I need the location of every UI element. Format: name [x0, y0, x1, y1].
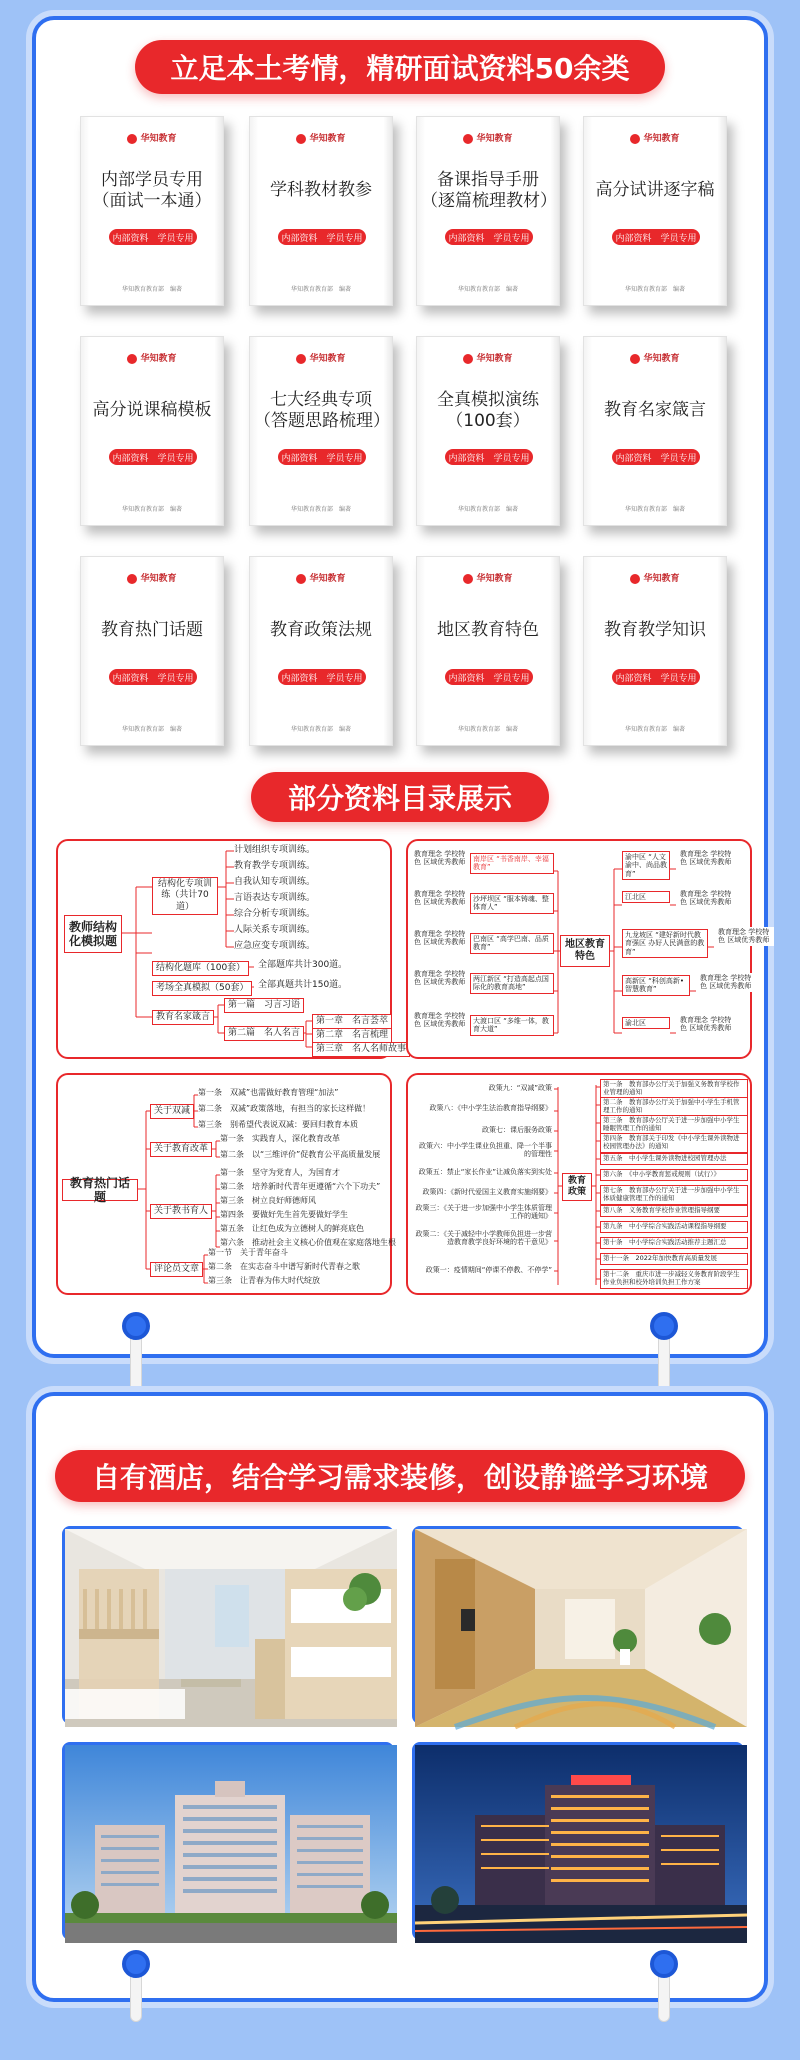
topic-item: 第三条 别希望代表说双减：要回归教育本质	[198, 1120, 358, 1129]
topic-branch: 关于教书育人	[150, 1204, 212, 1219]
book-cover	[249, 116, 393, 306]
book-cover	[80, 116, 224, 306]
photo-hotel-hallway	[412, 1526, 744, 1724]
mindmap-branch: 第二篇 名人名言	[224, 1026, 304, 1041]
book-cover	[416, 556, 560, 746]
brand-logo	[584, 571, 726, 584]
book-title-line1: 高分说课稿模板	[92, 400, 212, 421]
internal-badge: 内部资料 学员专用	[612, 449, 700, 465]
logo-icon	[630, 574, 640, 584]
mindmap-leaf: 应急应变专项训练。	[234, 941, 316, 951]
logo-icon	[296, 574, 306, 584]
book-cover	[249, 336, 393, 526]
book-publisher: 华知教育教育部 编著	[624, 506, 685, 513]
region-tags: 教育理念 学校特色 区域优秀教师	[412, 929, 468, 948]
internal-badge: 内部资料 学员专用	[612, 669, 700, 685]
book-title	[254, 381, 388, 441]
topic-branch: 评论员文章	[150, 1262, 203, 1277]
book-publisher: 华知教育教育部 编著	[121, 726, 182, 733]
mindmap-hot-topics	[56, 1073, 396, 1295]
book-title-line1: 地区教育特色	[437, 620, 539, 641]
book-cover	[80, 336, 224, 526]
policy-document: 第九条 中小学综合实践活动课程指导纲要	[600, 1221, 748, 1233]
internal-badge: 内部资料 学员专用	[109, 669, 197, 685]
mindmap-leaf: 综合分析专项训练。	[234, 909, 316, 919]
mindmap-leaf: 计划组织专项训练。	[234, 845, 316, 855]
policy-item: 政策七：课后服务政策	[412, 1125, 554, 1135]
internal-badge: 内部资料 学员专用	[445, 669, 533, 685]
book-title	[85, 381, 219, 441]
topic-item: 第一节 关于青年奋斗	[208, 1248, 288, 1257]
topic-item: 第二条 在实志奋斗中谱写新时代青春之歌	[208, 1262, 360, 1271]
region-tags: 教育理念 学校特色 区域优秀教师	[716, 927, 774, 946]
internal-badge: 内部资料 学员专用	[445, 449, 533, 465]
brand-name: 华知教育	[309, 134, 346, 144]
book-title	[254, 601, 388, 661]
policy-item: 政策二：《关于减轻中小学教师负担进一步营造教育教学良好环境的若干意见》	[412, 1229, 554, 1248]
building-day-illustration	[65, 1745, 397, 1943]
building-night-illustration	[415, 1745, 747, 1943]
brand-name: 华知教育	[643, 574, 680, 584]
topic-branch: 关于双减	[150, 1104, 194, 1119]
book-publisher: 华知教育教育部 编著	[290, 506, 351, 513]
topic-item: 第四条 要做好先生首先要做好学生	[220, 1210, 348, 1219]
region-tags: 教育理念 学校特色 区域优秀教师	[412, 849, 468, 868]
book-publisher: 华知教育教育部 编著	[121, 286, 182, 293]
book-cover	[80, 556, 224, 746]
book-cover	[583, 556, 727, 746]
mindmap-leaf: 第三章 名人名师故事	[312, 1042, 410, 1057]
mindmap-leaf: 第二章 名言梳理	[312, 1028, 392, 1043]
panel-connector-bottom-right	[650, 1950, 678, 2060]
policy-item: 政策六：中小学生课业负担重、降一个半事的管理性	[412, 1141, 554, 1160]
brand-logo	[81, 571, 223, 584]
book-title	[588, 381, 722, 441]
mindmap-education-policy	[406, 1073, 752, 1295]
region-tags: 教育理念 学校特色 区域优秀教师	[678, 889, 736, 908]
book-title-line1: 教育政策法规	[270, 620, 372, 641]
policy-item: 政策五：禁止“家长作业”让减负落实到实处	[412, 1167, 554, 1177]
mindmap-leaf: 全部题库共计300道。	[258, 960, 348, 970]
internal-badge: 内部资料 学员专用	[445, 229, 533, 245]
logo-icon	[630, 354, 640, 364]
policy-item: 政策四：《新时代爱国主义教育实施纲要》	[412, 1187, 554, 1197]
mindmap-branch: 考场全真模拟（50套）	[152, 981, 252, 996]
book-title	[588, 601, 722, 661]
logo-icon	[463, 354, 473, 364]
brand-name: 华知教育	[309, 574, 346, 584]
mindmap-root: 教师结构化模拟题	[64, 915, 122, 953]
policy-item: 政策八：《中小学生法治教育指导纲要》	[412, 1103, 554, 1113]
region-node: 大渡口区 “多维一体，教育大道”	[470, 1015, 554, 1036]
book-title-line2: （逐篇梳理教材）	[421, 191, 557, 211]
region-tags: 教育理念 学校特色 区域优秀教师	[698, 973, 756, 992]
logo-icon	[127, 574, 137, 584]
topic-item: 第五条 让红色成为立德树人的鲜亮底色	[220, 1224, 364, 1233]
region-tags: 教育理念 学校特色 区域优秀教师	[412, 1011, 468, 1030]
logo-icon	[127, 354, 137, 364]
brand-logo	[250, 571, 392, 584]
panel-connector-bottom-left	[122, 1950, 150, 2060]
book-title-line1: 全真模拟演练	[437, 389, 539, 410]
mindmap-leaf: 自我认知专项训练。	[234, 877, 316, 887]
book-title	[254, 161, 388, 221]
book-publisher: 华知教育教育部 编著	[457, 506, 518, 513]
topic-item: 第二条 以“三维评价”促教育公平高质量发展	[220, 1150, 381, 1159]
mindmap-root: 地区教育特色	[560, 935, 610, 967]
book-title-line1: 内部学员专用	[101, 169, 203, 190]
brand-logo	[417, 571, 559, 584]
region-node: 渝北区	[622, 1017, 670, 1029]
book-title-line1: 学科教材教参	[270, 180, 372, 201]
policy-document: 第七条 教育部办公厅关于进一步加强中小学生体质健康管理工作的通知	[600, 1185, 748, 1205]
mindmap-branch: 教育名家箴言	[152, 1010, 214, 1025]
materials-panel	[32, 16, 768, 1358]
region-node: 巴南区 “高学巴南、品质教育”	[470, 933, 554, 954]
hallway-illustration	[415, 1529, 747, 1727]
section-title-hotel: 自有酒店，结合学习需求装修，创设静谧学习环境	[55, 1450, 745, 1502]
logo-icon	[463, 574, 473, 584]
policy-document: 第六条 《中小学教育惩戒规则（试行）》	[600, 1169, 748, 1181]
book-title	[421, 161, 555, 221]
internal-badge: 内部资料 学员专用	[278, 449, 366, 465]
policy-item: 政策一：疫情期间“停课不停教、不停学”	[412, 1265, 554, 1275]
brand-name: 华知教育	[476, 574, 513, 584]
book-title-line1: 备课指导手册	[437, 169, 539, 190]
topic-item: 第三条 树立良好师德师风	[220, 1196, 316, 1205]
policy-document: 第十二条 重庆市进一步减轻义务教育阶段学生作业负担和校外培训负担工作方案	[600, 1269, 748, 1289]
policy-document: 第十条 中小学综合实践活动推荐主题汇总	[600, 1237, 748, 1249]
region-tags: 教育理念 学校特色 区域优秀教师	[678, 849, 736, 868]
book-cover	[583, 116, 727, 306]
mindmap-leaf: 全部真题共计150道。	[258, 980, 348, 990]
mindmap-branch: 结构化专项训练（共计70道）	[152, 877, 218, 915]
brand-name: 华知教育	[643, 134, 680, 144]
topic-item: 第二条 双减”政策落地，有担当的家长这样做！	[198, 1104, 371, 1113]
book-publisher: 华知教育教育部 编著	[290, 286, 351, 293]
book-title	[421, 381, 555, 441]
hotel-panel	[32, 1392, 768, 2002]
region-tags: 教育理念 学校特色 区域优秀教师	[412, 889, 468, 908]
book-publisher: 华知教育教育部 编著	[624, 726, 685, 733]
book-title-line2: （答题思路梳理）	[254, 411, 390, 431]
policy-document: 第二条 教育部办公厅关于加强中小学生手机管理工作的通知	[600, 1097, 748, 1117]
book-publisher: 华知教育教育部 编著	[624, 286, 685, 293]
policy-document: 第五条 中小学生课外读物进校园管理办法	[600, 1153, 748, 1165]
region-node: 沙坪坝区 “服本铸魂、整体育人”	[470, 893, 554, 914]
topic-item: 第六条 推动社会主义核心价值观在家庭落地生根	[220, 1238, 396, 1247]
mindmap-structured-questions	[56, 839, 407, 1059]
mindmap-branch: 结构化题库（100套）	[152, 961, 249, 976]
photo-dorm-room	[62, 1526, 394, 1724]
brand-name: 华知教育	[140, 574, 177, 584]
topic-item: 第一条 坚守为党育人，为国育才	[220, 1168, 340, 1177]
photo-hotel-building-night	[412, 1742, 744, 1940]
region-node: 南岸区 “书香南岸、幸福教育”	[470, 853, 554, 874]
policy-document: 第四条 教育部关于印发《中小学生课外读物进校园管理办法》的通知	[600, 1133, 748, 1153]
policy-document: 第一条 教育部办公厅关于加强义务教育学校作业管理的通知	[600, 1079, 748, 1099]
mindmap-root: 教育政策	[562, 1173, 592, 1201]
book-cover	[249, 556, 393, 746]
book-title	[421, 601, 555, 661]
policy-item: 政策九：“双减”政策	[412, 1083, 554, 1093]
book-title-line2: （面试一本通）	[92, 191, 212, 211]
policy-document: 第三条 教育部办公厅关于进一步加强中小学生睡眠管理工作的通知	[600, 1115, 748, 1135]
topic-branch: 关于教育改革	[150, 1142, 212, 1157]
brand-name: 华知教育	[309, 354, 346, 364]
logo-icon	[296, 134, 306, 144]
internal-badge: 内部资料 学员专用	[109, 229, 197, 245]
mindmap-regional-education	[406, 839, 770, 1059]
internal-badge: 内部资料 学员专用	[278, 669, 366, 685]
topic-item: 第三条 让青春为伟大时代绽放	[208, 1276, 320, 1285]
internal-badge: 内部资料 学员专用	[612, 229, 700, 245]
policy-document: 第十一条 2022年加快教育高质量发展	[600, 1253, 748, 1265]
dorm-room-illustration	[65, 1529, 397, 1727]
internal-badge: 内部资料 学员专用	[278, 229, 366, 245]
brand-logo	[584, 131, 726, 144]
region-node: 江北区	[622, 891, 670, 903]
brand-logo	[417, 351, 559, 364]
book-title	[85, 601, 219, 661]
mindmap-leaf: 第一章 名言荟萃	[312, 1014, 392, 1029]
brand-logo	[250, 351, 392, 364]
book-title-line1: 七大经典专项	[270, 389, 372, 410]
book-title-line1: 教育名家箴言	[604, 400, 706, 421]
region-tags: 教育理念 学校特色 区域优秀教师	[678, 1015, 736, 1034]
book-title-line2: （100套）	[446, 411, 530, 431]
brand-logo	[81, 131, 223, 144]
mindmap-leaf: 言语表达专项训练。	[234, 893, 316, 903]
brand-logo	[250, 131, 392, 144]
policy-item: 政策三：《关于进一步加强中小学生体质管理工作的通知》	[412, 1203, 554, 1222]
logo-icon	[127, 134, 137, 144]
topic-item: 第一条 双减”也需做好教育管理“加法”	[198, 1088, 339, 1097]
book-title-line1: 高分试讲逐字稿	[595, 180, 715, 201]
book-title	[85, 161, 219, 221]
photo-hotel-building-day	[62, 1742, 394, 1940]
mindmap-branch: 第一篇 习言习语	[224, 998, 304, 1013]
region-node: 渝中区 “人文渝中、尚品教育”	[622, 851, 670, 880]
book-cover	[416, 336, 560, 526]
book-cover	[416, 116, 560, 306]
book-title-line1: 教育教学知识	[604, 620, 706, 641]
logo-icon	[463, 134, 473, 144]
brand-name: 华知教育	[643, 354, 680, 364]
policy-document: 第八条 义务教育学校作业管理指导纲要	[600, 1205, 748, 1217]
section-title-catalog: 部分资料目录展示	[251, 772, 549, 822]
brand-name: 华知教育	[476, 134, 513, 144]
book-title-line1: 教育热门话题	[101, 620, 203, 641]
region-node: 两江新区 “打造高起点国际化的教育高地”	[470, 973, 554, 994]
mindmap-root: 教育热门话题	[62, 1179, 138, 1201]
brand-name: 华知教育	[140, 134, 177, 144]
logo-icon	[296, 354, 306, 364]
book-publisher: 华知教育教育部 编著	[121, 506, 182, 513]
book-publisher: 华知教育教育部 编著	[457, 726, 518, 733]
mindmap-leaf: 人际关系专项训练。	[234, 925, 316, 935]
topic-item: 第二条 培养新时代青年更遵循“六个下功夫”	[220, 1182, 381, 1191]
book-title	[588, 161, 722, 221]
section-title-materials: 立足本土考情，精研面试资料50余类	[135, 40, 665, 94]
brand-logo	[417, 131, 559, 144]
book-publisher: 华知教育教育部 编著	[457, 286, 518, 293]
mindmap-leaf: 教育教学专项训练。	[234, 861, 316, 871]
book-publisher: 华知教育教育部 编著	[290, 726, 351, 733]
topic-item: 第一条 实践育人，深化教育改革	[220, 1134, 340, 1143]
region-node: 高新区 “科创高新•智慧教育”	[622, 975, 690, 996]
brand-name: 华知教育	[140, 354, 177, 364]
book-cover	[583, 336, 727, 526]
brand-name: 华知教育	[476, 354, 513, 364]
region-tags: 教育理念 学校特色 区域优秀教师	[412, 969, 468, 988]
region-node: 九龙坡区 “建好新时代教育强区 办好人民满意的教育”	[622, 929, 708, 958]
brand-logo	[81, 351, 223, 364]
internal-badge: 内部资料 学员专用	[109, 449, 197, 465]
logo-icon	[630, 134, 640, 144]
brand-logo	[584, 351, 726, 364]
